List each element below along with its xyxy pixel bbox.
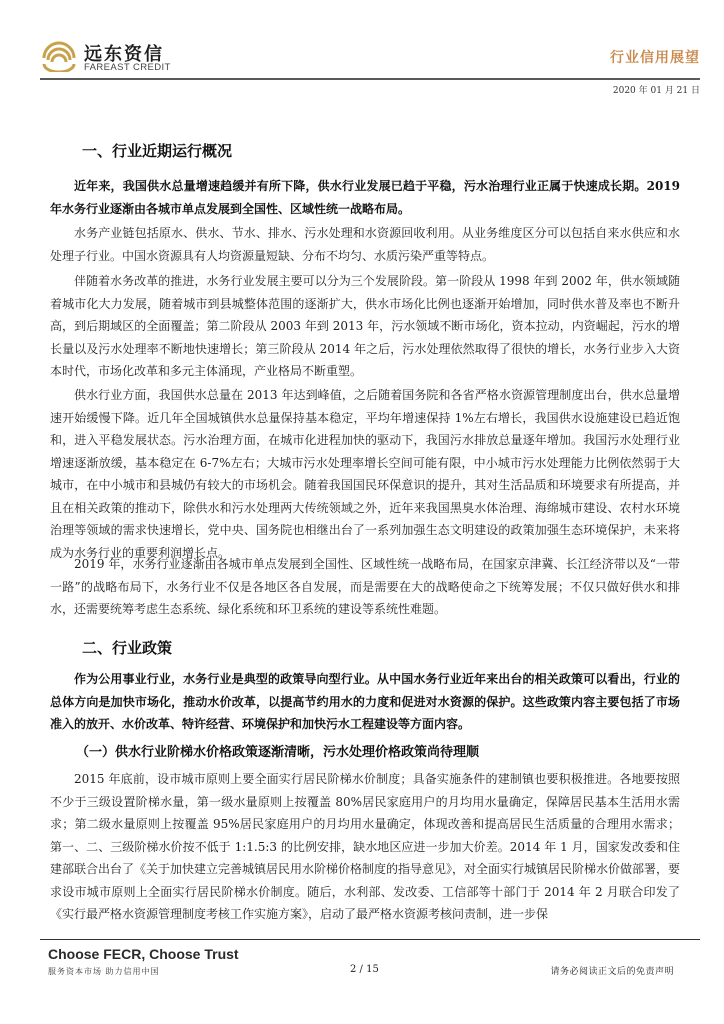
section-summary-overview: 近年来，我国供水总量增速趋缓并有所下降，供水行业发展已趋于平稳，污水治理行业正属于快速成长期。2019 年水务行业逐渐由各城市单点发展到全国性、区域性统一战略布局。 bbox=[50, 179, 680, 216]
footer-slogan: Choose FECR, Choose Trust bbox=[48, 946, 239, 962]
header-divider bbox=[40, 78, 700, 80]
page-number: 2 / 15 bbox=[350, 964, 379, 975]
brand-logo bbox=[40, 38, 210, 74]
paragraph: 2019 年，水务行业逐渐由各城市单点发展到全国性、区域性统一战略布局，在国家京津冀、长江经济带以及“一带一路”的战略布局下，水务行业不仅是各地区各自发展，而是需要在大的战略使命之下统筹发展；不仅只做好供水和排水，还需要统筹考虑生态系统、绿化系统和环卫系统的建设等系统性难题。 bbox=[50, 557, 680, 616]
section-heading-overview: 一、行业近期运行概况 bbox=[82, 142, 233, 160]
fareast-logo-icon bbox=[40, 38, 78, 72]
footer-disclaimer: 请务必阅读正文后的免责声明 bbox=[550, 967, 674, 977]
paragraph: 伴随着水务改革的推进，水务行业发展主要可以分为三个发展阶段。第一阶段从 1998 年到 2002 年，供水领域随着城市化大力发展，随着城市到县城整体范围的逐渐扩大，供水市场化比例也逐渐开始增加，同时供水普及率也不断升高，到后期域区的全面覆盖；第二阶段从 2003 年到 2013 年，污水领域不断市场化，资本拉动，内资崛起，污水的增长量以及污水处理率不断地快速增长；第三阶段从 2014 年之后，污水处理依然取得了很快的增长，水务行业步入大资本时代，市场化改革和多元主体涌现，产业格局不断重塑。 bbox=[50, 274, 680, 378]
paragraph: 供水行业方面，我国供水总量在 2013 年达到峰值，之后随着国务院和各省严格水资源管理制度出台，供水总量增速开始缓慢下降。近几年全国城镇供水总量保持基本稳定，平均年增速保持 1%左右增长，我国供水设施建设已趋近饱和，进入平稳发展状态。污水治理方面，在城市化进程加快的驱动下，我国污水排放总量逐年增加。我国污水处理行业增速逐渐放缓，基本稳定在 6-7%左右；大城市污水处理率增长空间可能有限，中小城市污水处理能力比例依然弱于大城市，在中小城市和县城仍有较大的市场机会。随着我国国民环保意识的提升，其对生活品质和环境要求有所提高，并且在相关政策的推动下，除供水和污水处理两大传统领域之外，近年来我国黑臭水体治理、海绵城市建设、农村水环境治理等领域的需求快速增长，党中央、国务院也相继出台了一系列加强生态文明建设的政策加强生态环境保护，未来将成为水务行业的重要利润增长点。 bbox=[50, 388, 680, 560]
paragraph: 水务产业链包括原水、供水、节水、排水、污水处理和水资源回收利用。从业务维度区分可以包括自来水供应和水处理子行业。中国水资源具有人均资源量短缺、分布不均匀、水质污染严重等特点。 bbox=[50, 226, 680, 263]
brand-name-cn: 远东资信 bbox=[84, 44, 164, 65]
paragraph: 2015 年底前，设市城市原则上要全面实行居民阶梯水价制度；具备实施条件的建制镇也要积极推进。各地要按照不少于三级设置阶梯水量，第一级水量原则上按覆盖 80%居民家庭用户的月均用水量确定，保障居民基本生活用水需求；第二级水量原则上按覆盖 95%居民家庭用户的月均用水量确定，体现改善和提高居民生活质量的合理用水需求；第一、二、三级阶梯水价按不低于 1:1.5:3 的比例安排，缺水地区应进一步加大价差。2014 年 1 月，国家发改委和住建部联合出台了《关于加快建立完善城镇居民用水阶梯价格制度的指导意见》，对全面实行城镇居民阶梯水价做部署，要求设市城市原则上全面实行居民阶梯水价制度。随后，水利部、发改委、工信部等十部门于 2014 年 2 月联合印发了《实行最严格水资源管理制度考核工作实施方案》，启动了最严格水资源考核问责制，进一步保 bbox=[50, 772, 681, 921]
subsection-heading: （一）供水行业阶梯水价格政策逐渐清晰，污水处理价格政策尚待理顺 bbox=[76, 745, 480, 760]
report-type: 行业信用展望 bbox=[610, 50, 700, 66]
footer-subslogan: 服务资本市场 助力信用中国 bbox=[48, 967, 160, 976]
brand-name-en: FAREAST CREDIT bbox=[84, 62, 171, 73]
section-heading-policy: 二、行业政策 bbox=[82, 639, 173, 657]
report-date: 2020 年 01 月 21 日 bbox=[612, 86, 700, 96]
footer-divider bbox=[40, 939, 700, 940]
section-summary-policy: 作为公用事业行业，水务行业是典型的政策导向型行业。从中国水务行业近年来出台的相关政策可以看出，行业的总体方向是加快市场化，推动水价改革，以提高节约用水的力度和促进对水资源的保护。这些政策内容主要包括了市场准入的放开、水价改革、特许经营、环境保护和加快污水工程建设等方面内容。 bbox=[50, 672, 680, 731]
